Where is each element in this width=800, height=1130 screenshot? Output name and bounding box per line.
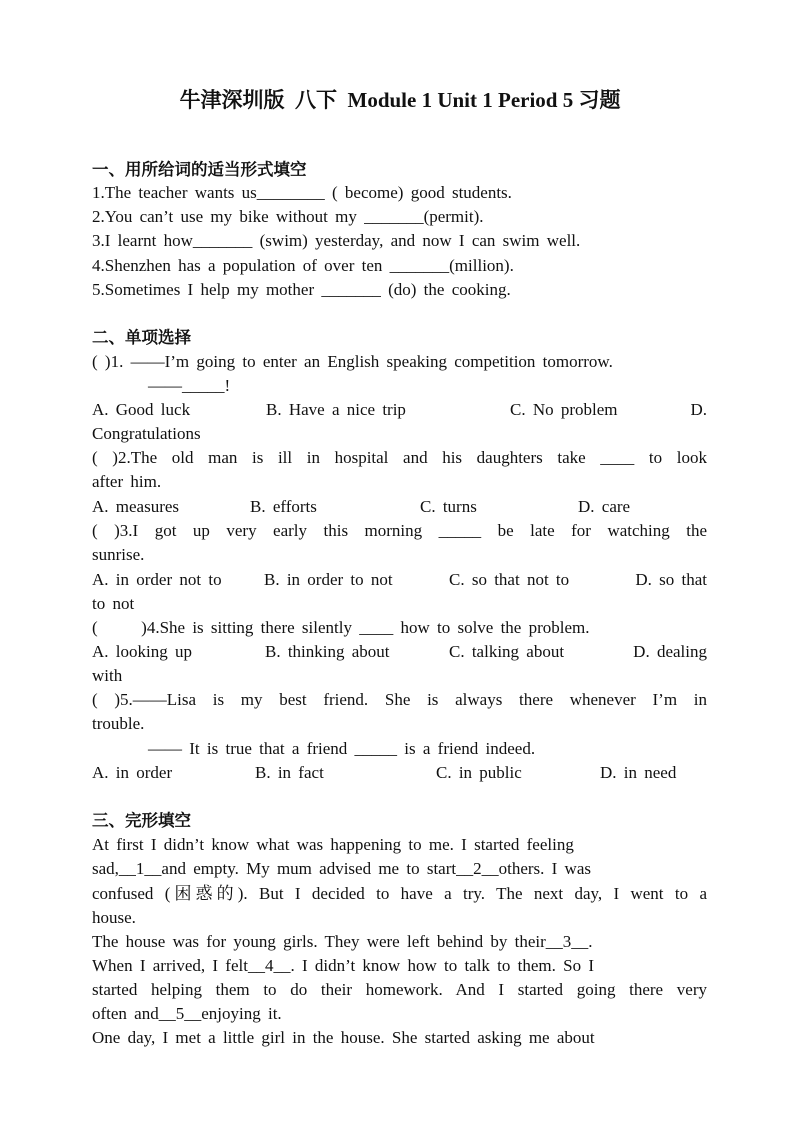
section-heading-multiple-choice: 二、单项选择 xyxy=(92,328,191,347)
question-5-option-b: B. in fact xyxy=(255,763,324,782)
question-1-option-b: B. Have a nice trip xyxy=(266,400,406,419)
fill-in-item-5: 5.Sometimes I help my mother _______ (do) the cooking. xyxy=(92,280,511,299)
cloze-line: When I arrived, I felt__4__. I didn’t know how to talk to them. So I xyxy=(92,956,595,975)
question-2-option-c: C. turns xyxy=(420,497,477,516)
question-3-options xyxy=(92,568,707,592)
question-5-text: ( )5.——Lisa is my best friend. She is always there whenever I’m in xyxy=(92,690,707,709)
question-1-option-d: D. xyxy=(690,400,707,419)
question-5-text-continued: trouble. xyxy=(92,714,145,733)
question-5-option-c: C. in public xyxy=(436,763,522,782)
cloze-line: One day, I met a little girl in the house. She started asking me about xyxy=(92,1028,595,1047)
question-1-option-d-continued: Congratulations xyxy=(92,424,201,443)
fill-in-item-2: 2.You can’t use my bike without my _______(permit). xyxy=(92,207,484,226)
question-5-option-d: D. in need xyxy=(600,763,677,782)
question-2-option-a: A. measures xyxy=(92,497,180,516)
question-3-option-c: C. so that not to xyxy=(449,570,570,589)
cloze-line: sad,__1__and empty. My mum advised me to start__2__others. I was xyxy=(92,859,591,878)
question-3-text: ( )3.I got up very early this morning _____ be late for watching the xyxy=(92,521,707,540)
cloze-line: house. xyxy=(92,908,136,927)
question-3-option-b: B. in order to not xyxy=(264,570,393,589)
question-3-text-continued: sunrise. xyxy=(92,545,145,564)
fill-in-item-3: 3.I learnt how_______ (swim) yesterday, and now I can swim well. xyxy=(92,231,581,250)
question-3-option-d-continued: to not xyxy=(92,594,135,613)
cloze-line: often and__5__enjoying it. xyxy=(92,1004,282,1023)
question-2-options xyxy=(92,495,707,519)
question-5-reply: —— It is true that a friend _____ is a friend indeed. xyxy=(148,739,536,758)
page-title: 牛津深圳版 八下 Module 1 Unit 1 Period 5 习题 xyxy=(179,88,621,112)
cloze-line: At first I didn’t know what was happening to me. I started feeling xyxy=(92,835,574,854)
cloze-line: The house was for young girls. They were left behind by their__3__. xyxy=(92,932,593,951)
question-1-options xyxy=(92,398,707,422)
fill-in-item-4: 4.Shenzhen has a population of over ten _______(million). xyxy=(92,256,514,275)
question-4-option-a: A. looking up xyxy=(92,642,192,661)
question-4-option-d-continued: with xyxy=(92,666,123,685)
question-4-text: ( )4.She is sitting there silently ____ how to solve the problem. xyxy=(92,618,590,637)
question-5-option-a: A. in order xyxy=(92,763,173,782)
question-3-option-d: D. so that xyxy=(635,570,707,589)
fill-in-item-1: 1.The teacher wants us________ ( become) good students. xyxy=(92,183,512,202)
question-1-option-c: C. No problem xyxy=(510,400,618,419)
cloze-line: confused (困惑的). But I decided to have a try. The next day, I went to a xyxy=(92,884,707,903)
question-2-text: ( )2.The old man is ill in hospital and his daughters take ____ to look xyxy=(92,448,707,467)
question-4-options xyxy=(92,640,707,664)
question-4-option-c: C. talking about xyxy=(449,642,565,661)
question-4-option-d: D. dealing xyxy=(633,642,707,661)
question-2-text-continued: after him. xyxy=(92,472,162,491)
section-heading-fill-in: 一、用所给词的适当形式填空 xyxy=(92,160,307,179)
question-1-reply: ——_____! xyxy=(148,376,231,395)
question-1-option-a: A. Good luck xyxy=(92,400,191,419)
question-4-option-b: B. thinking about xyxy=(265,642,390,661)
question-3-option-a: A. in order not to xyxy=(92,570,222,589)
question-2-option-b: B. efforts xyxy=(250,497,317,516)
cloze-line: started helping them to do their homework. And I started going there very xyxy=(92,980,707,999)
question-2-option-d: D. care xyxy=(578,497,631,516)
question-5-options xyxy=(92,761,707,785)
section-heading-cloze: 三、完形填空 xyxy=(92,811,191,830)
question-1-text: ( )1. ——I’m going to enter an English speaking competition tomorrow. xyxy=(92,352,613,371)
